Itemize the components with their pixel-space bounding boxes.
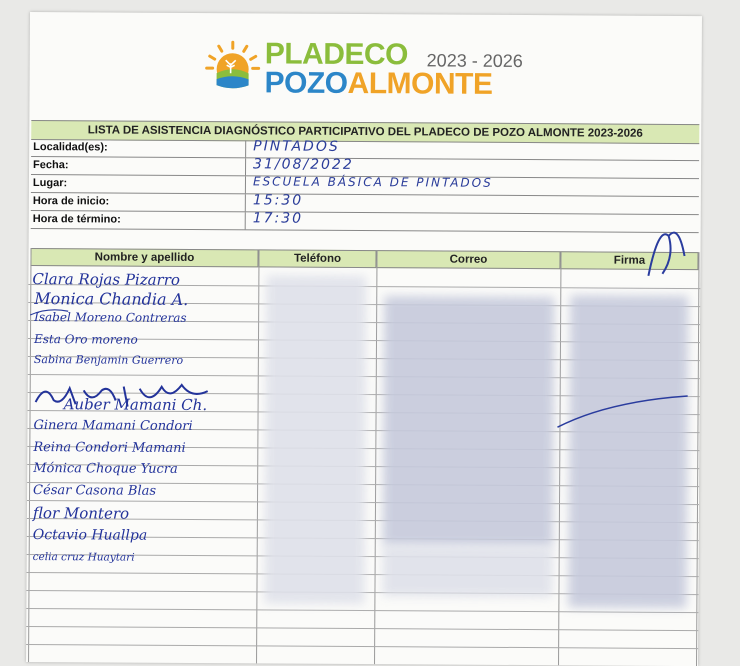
signature-scribble — [32, 380, 232, 411]
logo-years: 2023 - 2026 — [427, 50, 523, 72]
field-label: Fecha: — [31, 157, 246, 175]
column-divider — [558, 251, 562, 665]
attendee-name: Monica Chandia A. — [34, 289, 188, 309]
attendee-name: celia cruz Huaytari — [33, 551, 135, 564]
header-nombre: Nombre y apellido — [30, 248, 258, 267]
field-label: Lugar: — [31, 175, 246, 193]
attendee-name: Sabina Benjamin Guerrero — [34, 353, 183, 367]
row-line — [26, 608, 698, 613]
column-divider — [374, 250, 378, 664]
field-value: 31/08/2022 — [253, 156, 354, 173]
attendee-name: flor Montero — [33, 504, 129, 523]
ink-stroke — [28, 267, 88, 327]
field-value: 15:30 — [253, 192, 303, 208]
header-telefono: Teléfono — [258, 249, 376, 268]
attendance-table — [26, 248, 701, 666]
field-label: Localidad(es): — [31, 139, 246, 157]
form-title: LISTA DE ASISTENCIA DIAGNÓSTICO PARTICIPATIVO DEL PLADECO DE POZO ALMONTE 2023-2026 — [31, 120, 699, 144]
attendee-name: César Casona Blas — [33, 483, 156, 499]
logo-title-pladeco: PLADECO — [265, 37, 408, 72]
signature-stroke — [618, 216, 698, 286]
attendance-sheet — [26, 12, 702, 666]
redacted-emails — [383, 296, 555, 547]
sun-landscape-icon — [204, 39, 260, 95]
header-firma: Firma — [560, 251, 698, 270]
attendee-name: Reina Condori Mamani — [33, 440, 185, 456]
attendee-name: Mónica Choque Yucra — [33, 461, 178, 477]
field-value: 17:30 — [253, 210, 303, 226]
attendee-name: Auber Mamani Ch. — [64, 395, 208, 414]
field-label: Hora de término: — [31, 211, 246, 229]
column-divider — [696, 252, 700, 666]
attendee-name: Clara Rojas Pizarro — [32, 270, 180, 289]
redacted-emails-lower — [382, 546, 552, 597]
field-value: ESCUELA BÁSICA DE PINTADOS — [253, 174, 493, 189]
row-line — [26, 626, 698, 631]
signature-stroke — [547, 391, 697, 442]
column-divider — [256, 249, 260, 663]
logo-title-pozo-almonte: POZOALMONTE — [264, 66, 492, 101]
row-line — [26, 644, 698, 649]
attendee-name: Octavio Huallpa — [33, 527, 148, 544]
pladeco-logo — [204, 37, 544, 109]
field-value: PINTADOS — [253, 138, 340, 155]
attendee-name: Ginera Mamani Condori — [33, 418, 192, 434]
field-hora-termino — [31, 211, 699, 233]
redacted-signatures — [568, 295, 688, 608]
field-label: Hora de inicio: — [31, 193, 246, 211]
attendee-name: Isabel Moreno Contreras — [34, 310, 187, 325]
header-correo: Correo — [376, 250, 560, 269]
redacted-phones — [264, 275, 366, 604]
attendee-name: Esta Oro moreno — [34, 332, 138, 347]
